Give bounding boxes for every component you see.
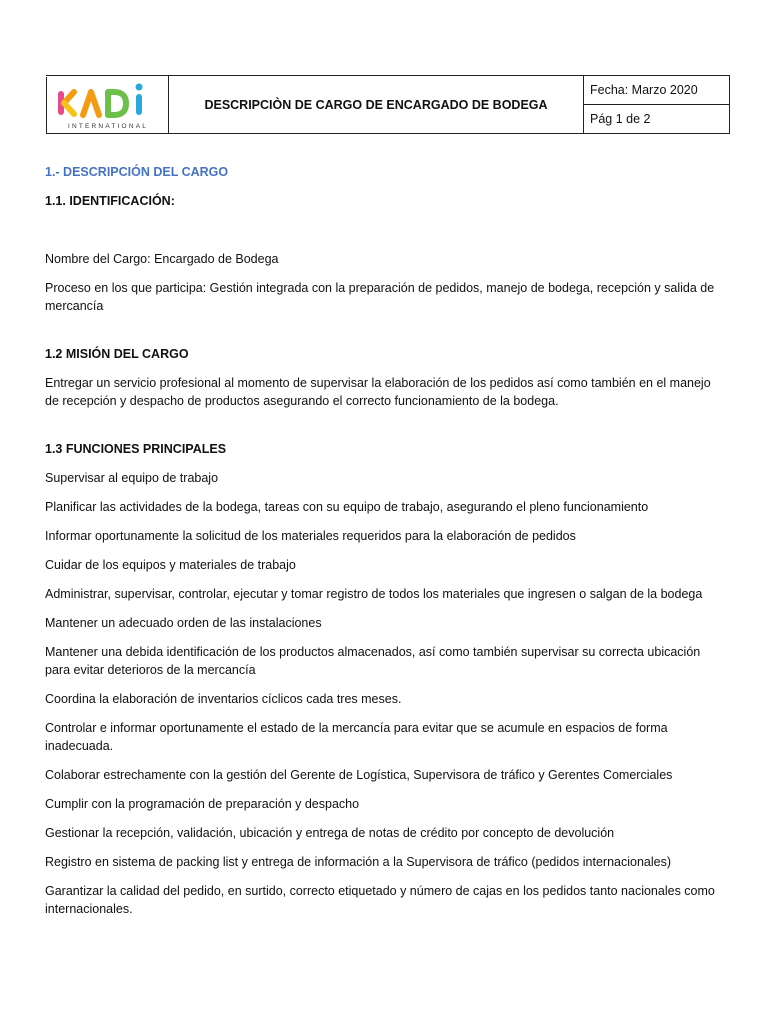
funciones-list: [45, 469, 725, 918]
section-title: 1.- DESCRIPCIÓN DEL CARGO: [45, 165, 229, 179]
funciones-title: 1.3 FUNCIONES PRINCIPALES: [45, 442, 227, 456]
document-header: [46, 75, 730, 134]
list-item: Informar oportunamente la solicitud de los materiales requeridos para la elaboración de pedidos: [45, 529, 576, 543]
proceso-text: Proceso en los que participa: Gestión integrada con la preparación de pedidos, manejo de bodega, recepción y salida de mercancía: [45, 281, 715, 313]
list-item: Administrar, supervisar, controlar, ejecutar y tomar registro de todos los materiales que ingresen o salgan de la bodega: [45, 587, 703, 601]
page-number: Pág 1 de 2: [584, 105, 730, 134]
list-item: Coordina la elaboración de inventarios cíclicos cada tres meses.: [45, 692, 402, 706]
identification-title: 1.1. IDENTIFICACIÓN:: [45, 194, 175, 208]
cargo-name: Nombre del Cargo: Encargado de Bodega: [45, 252, 279, 266]
document-title: DESCRIPCIÒN DE CARGO DE ENCARGADO DE BODEGA: [169, 76, 584, 134]
list-item: Controlar e informar oportunamente el estado de la mercancía para evitar que se acumule en espacios de forma inadecuada.: [45, 721, 668, 753]
kadi-logo: [56, 81, 160, 131]
mision-text: Entregar un servicio profesional al momento de supervisar la elaboración de los pedidos así como también en el manejo de recepción y despacho de productos asegurando el correcto funcionamiento de la bodega.: [45, 376, 711, 408]
logo-cell: [46, 76, 169, 134]
list-item: Mantener una debida identificación de los productos almacenados, así como también supervisar su correcta ubicación para evitar deterioros de la mercancía: [45, 645, 701, 677]
mision-title: 1.2 MISIÓN DEL CARGO: [45, 347, 189, 361]
list-item: Planificar las actividades de la bodega, tareas con su equipo de trabajo, asegurando el pleno funcionamiento: [45, 500, 649, 514]
list-item: Colaborar estrechamente con la gestión del Gerente de Logística, Supervisora de tráfico y Gerentes Comerciales: [45, 768, 673, 782]
date-field: Fecha: Marzo 2020: [584, 76, 730, 105]
list-item: Cumplir con la programación de preparación y despacho: [45, 797, 360, 811]
list-item: Supervisar al equipo de trabajo: [45, 471, 219, 485]
svg-text:INTERNATIONAL: INTERNATIONAL: [67, 122, 149, 130]
list-item: Registro en sistema de packing list y entrega de información a la Supervisora de tráfico (pedidos internacionales): [45, 855, 672, 869]
document-body: [45, 163, 725, 918]
list-item: Mantener un adecuado orden de las instalaciones: [45, 616, 322, 630]
list-item: Cuidar de los equipos y materiales de trabajo: [45, 558, 296, 572]
list-item: Garantizar la calidad del pedido, en surtido, correcto etiquetado y número de cajas en los pedidos tanto nacionales como internacionales.: [45, 884, 715, 916]
list-item: Gestionar la recepción, validación, ubicación y entrega de notas de crédito por concepto de devolución: [45, 826, 615, 840]
